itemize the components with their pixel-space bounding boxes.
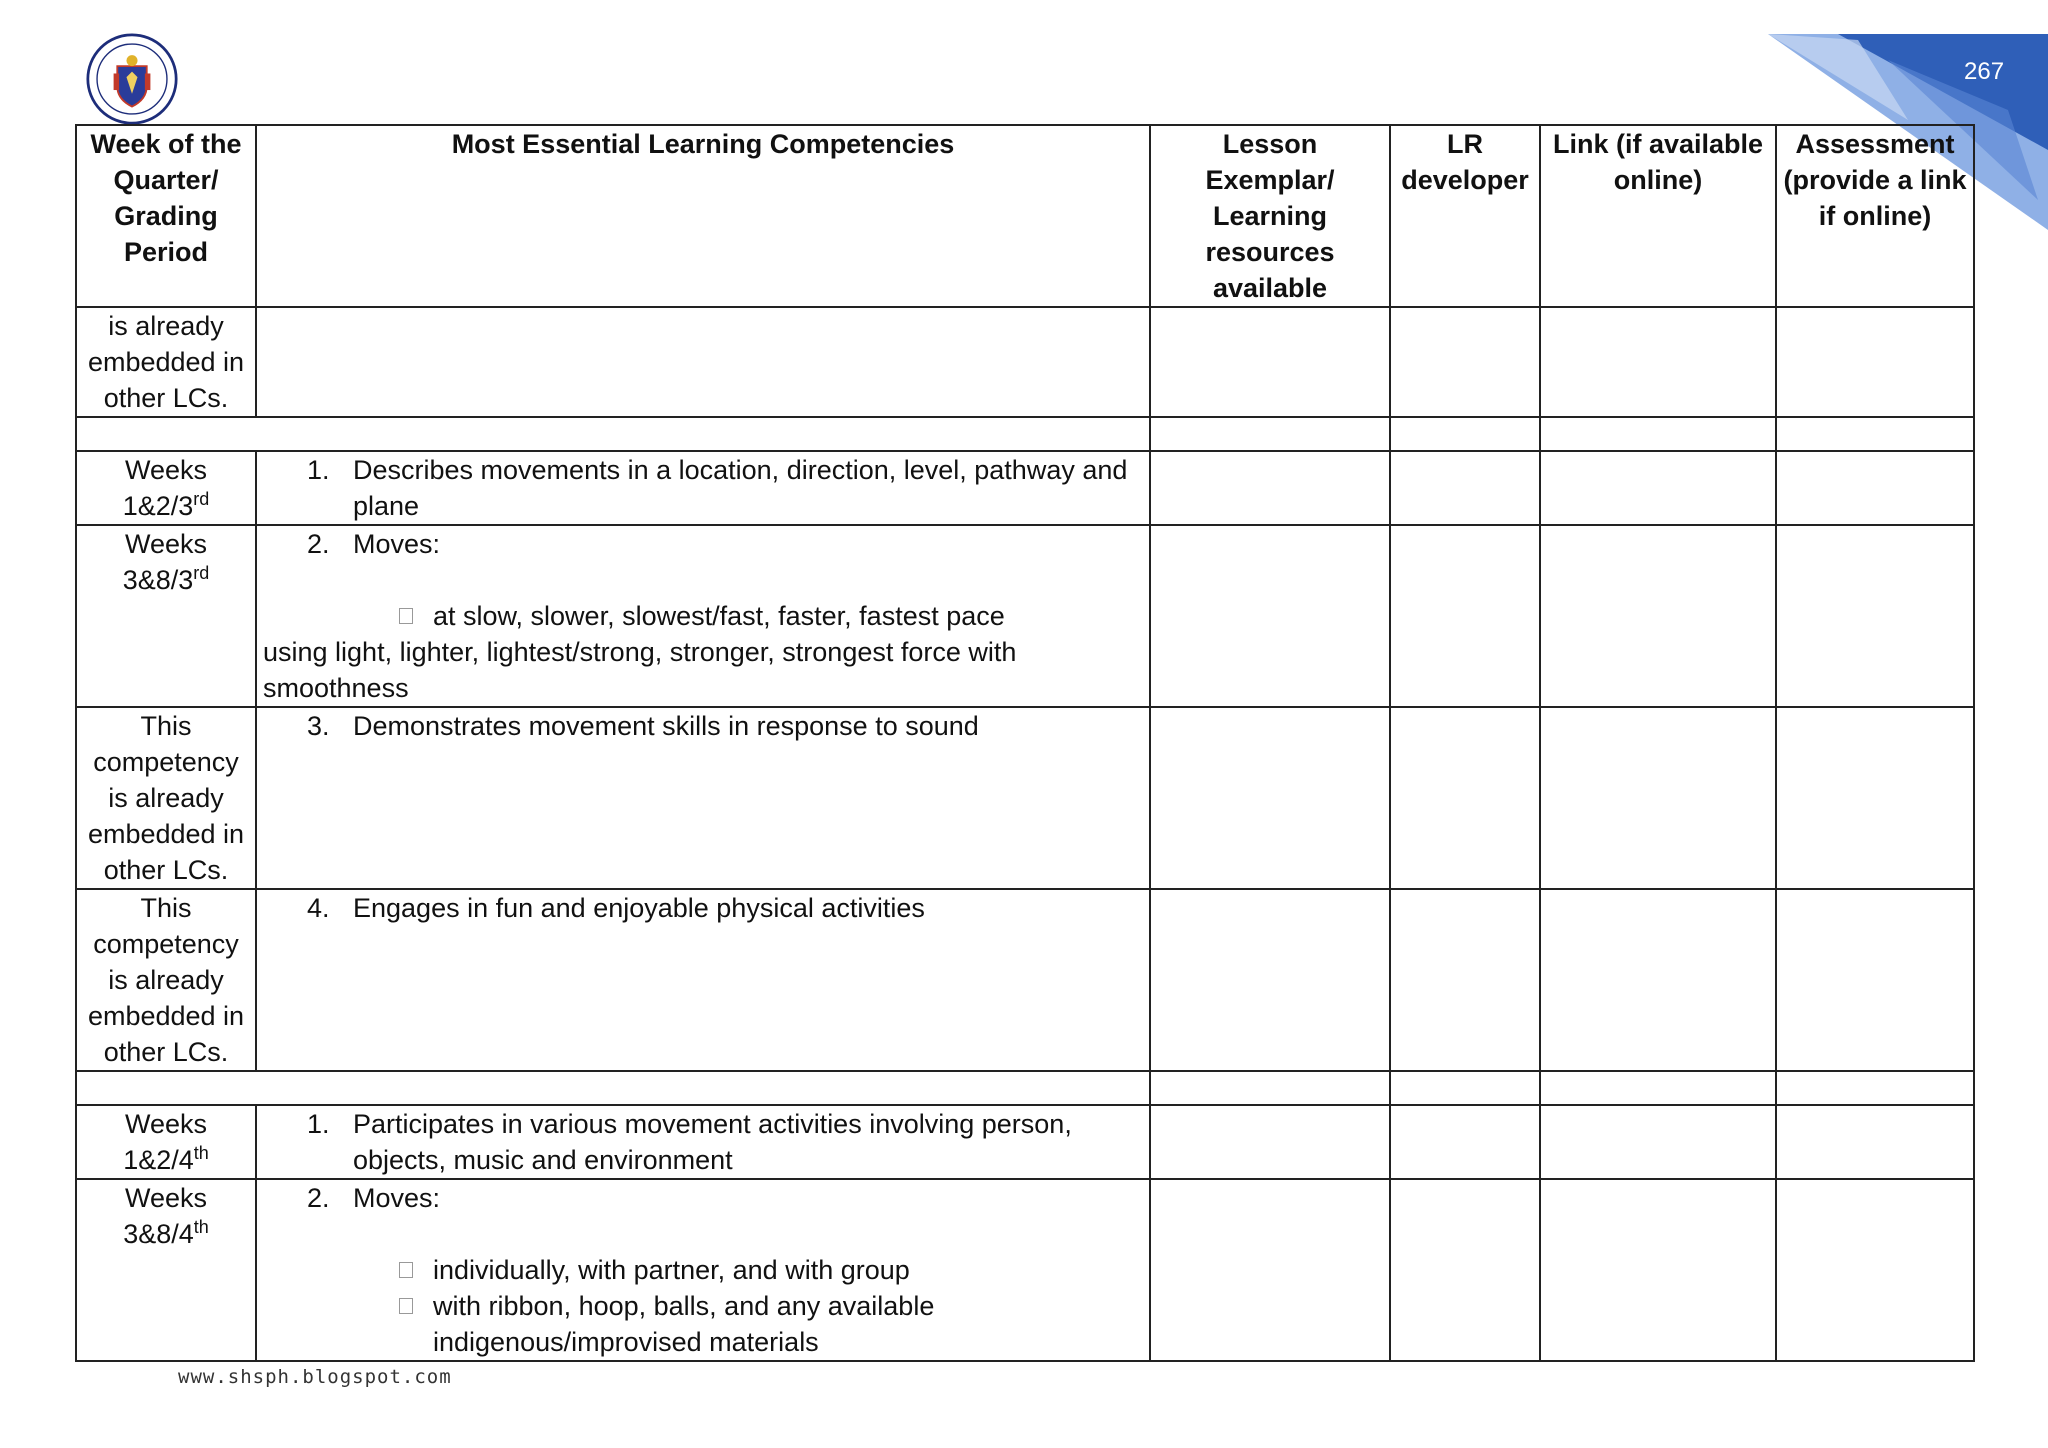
checkbox-bullet-icon (399, 608, 413, 624)
competency-cell (256, 707, 1150, 889)
spacer-row (76, 1071, 1974, 1105)
item-number: 3. (307, 711, 330, 741)
footer-url: www.shsph.blogspot.com (178, 1366, 452, 1388)
lesson-cell (1150, 307, 1390, 417)
competency-text: Participates in various movement activities involving person, objects, music and environment (353, 1109, 1072, 1175)
link-cell (1540, 307, 1776, 417)
competency-text: Engages in fun and enjoyable physical activities (353, 893, 925, 923)
assessment-cell (1776, 307, 1974, 417)
item-number: 1. (307, 455, 330, 485)
bullet-text: at slow, slower, slowest/fast, faster, fastest pace (433, 601, 1005, 631)
header-lr-developer: LR developer (1390, 125, 1540, 307)
checkbox-bullet-icon (399, 1298, 413, 1314)
bullet-text: with ribbon, hoop, balls, and any available indigenous/improvised materials (433, 1291, 935, 1357)
table-row (76, 525, 1974, 707)
week-cell: Weeks 3&8/4th (76, 1179, 256, 1361)
mel-table (75, 124, 1975, 1362)
header-week: Week of the Quarter/ Grading Period (76, 125, 256, 307)
week-cell: is already embedded in other LCs. (76, 307, 256, 417)
table-row (76, 1179, 1974, 1361)
table-row (76, 707, 1974, 889)
checkbox-bullet-icon (399, 1262, 413, 1278)
competency-cell (256, 307, 1150, 417)
spacer-row (76, 417, 1974, 451)
table-row (76, 451, 1974, 525)
header-row (76, 125, 1974, 307)
header-lesson-exemplar: Lesson Exemplar/ Learning resources available (1150, 125, 1390, 307)
item-number: 2. (307, 529, 330, 559)
continuation-text: using light, lighter, lightest/strong, stronger, strongest force with smoothness (263, 637, 1017, 703)
competency-cell (256, 1105, 1150, 1179)
competency-text: Demonstrates movement skills in response to sound (353, 711, 979, 741)
page-number: 267 (1964, 58, 2005, 85)
competency-cell (256, 1179, 1150, 1361)
week-cell: This competency is already embedded in other LCs. (76, 707, 256, 889)
header-assessment: Assessment (provide a link if online) (1776, 125, 1974, 307)
competency-text: Moves: (353, 529, 441, 559)
item-number: 4. (307, 893, 330, 923)
developer-cell (1390, 307, 1540, 417)
table-row (76, 307, 1974, 417)
item-number: 1. (307, 1109, 330, 1139)
competency-cell (256, 525, 1150, 707)
bullet-text: individually, with partner, and with group (433, 1255, 910, 1285)
header-competencies: Most Essential Learning Competencies (256, 125, 1150, 307)
week-cell: This competency is already embedded in other LCs. (76, 889, 256, 1071)
item-number: 2. (307, 1183, 330, 1213)
table-row (76, 1105, 1974, 1179)
deped-seal-icon (86, 33, 178, 125)
competency-cell (256, 451, 1150, 525)
week-cell: Weeks 1&2/4th (76, 1105, 256, 1179)
header-link: Link (if available online) (1540, 125, 1776, 307)
competency-cell (256, 889, 1150, 1071)
week-cell: Weeks 1&2/3rd (76, 451, 256, 525)
competency-text: Describes movements in a location, direction, level, pathway and plane (353, 455, 1128, 521)
week-cell: Weeks 3&8/3rd (76, 525, 256, 707)
competency-text: Moves: (353, 1183, 441, 1213)
table-row (76, 889, 1974, 1071)
